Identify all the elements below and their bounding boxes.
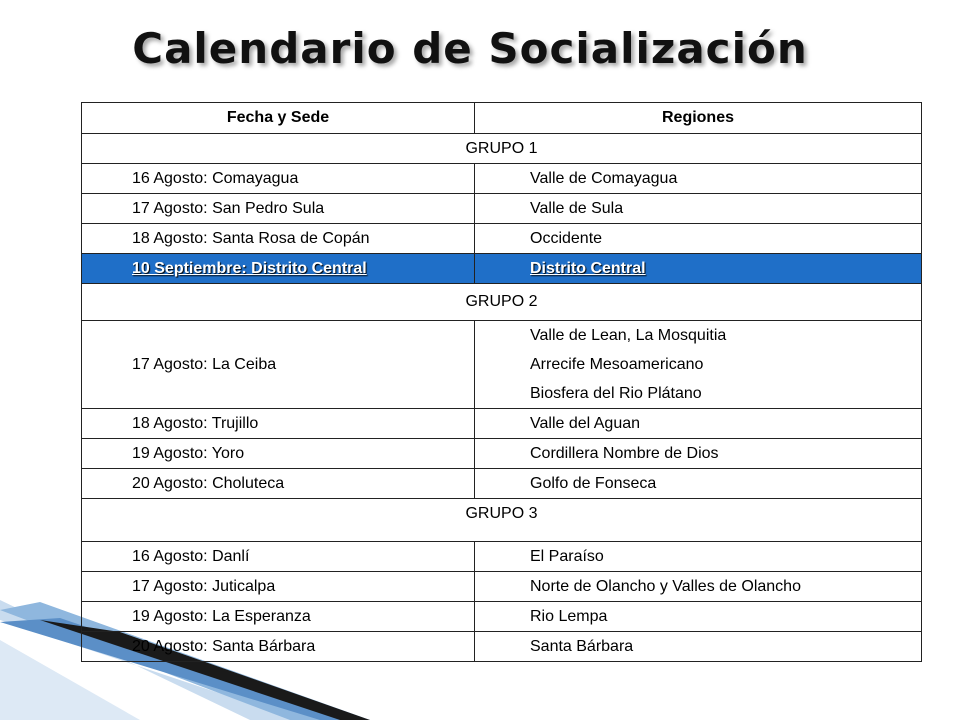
region-cell: Golfo de Fonseca: [475, 469, 922, 499]
date-cell: 17 Agosto: San Pedro Sula: [82, 194, 475, 224]
group-row: [82, 134, 922, 164]
group-label: GRUPO 3: [82, 499, 922, 542]
date-cell: 16 Agosto: Danlí: [82, 542, 475, 572]
page-title: Calendario de Socialización: [132, 24, 808, 73]
table-row: [82, 572, 922, 602]
date-cell: 19 Agosto: La Esperanza: [82, 602, 475, 632]
region-line: Arrecife Mesoamericano: [530, 356, 704, 373]
schedule-table: [81, 102, 922, 662]
table-row: [82, 602, 922, 632]
group-label: GRUPO 2: [82, 284, 922, 321]
date-cell: 20 Agosto: Choluteca: [82, 469, 475, 499]
region-cell: Norte de Olancho y Valles de Olancho: [475, 572, 922, 602]
region-cell: Cordillera Nombre de Dios: [475, 439, 922, 469]
region-cell: Occidente: [475, 224, 922, 254]
region-cell: Rio Lempa: [475, 602, 922, 632]
region-line: Valle de Lean, La Mosquitia: [530, 327, 727, 344]
date-cell: 16 Agosto: Comayagua: [82, 164, 475, 194]
date-cell: 18 Agosto: Trujillo: [82, 409, 475, 439]
table-header-row: [82, 103, 922, 134]
table-row: [82, 439, 922, 469]
column-header-date: Fecha y Sede: [82, 103, 475, 134]
date-cell: 17 Agosto: Juticalpa: [82, 572, 475, 602]
group-row: [82, 499, 922, 542]
date-cell: 18 Agosto: Santa Rosa de Copán: [82, 224, 475, 254]
date-cell: 19 Agosto: Yoro: [82, 439, 475, 469]
table-row: [82, 542, 922, 572]
region-cell: Valle de Comayagua: [475, 164, 922, 194]
highlighted-row: [82, 254, 922, 284]
table-row: [82, 164, 922, 194]
group-row: [82, 284, 922, 321]
column-header-regions: Regiones: [475, 103, 922, 134]
table-row: [82, 409, 922, 439]
region-cell: [475, 321, 922, 409]
table-row: [82, 224, 922, 254]
region-cell: Santa Bárbara: [475, 632, 922, 662]
date-cell: 20 Agosto: Santa Bárbara: [82, 632, 475, 662]
region-cell: Valle del Aguan: [475, 409, 922, 439]
table-row: [82, 194, 922, 224]
region-cell: El Paraíso: [475, 542, 922, 572]
region-line: Biosfera del Rio Plátano: [530, 385, 702, 402]
date-cell: 17 Agosto: La Ceiba: [82, 321, 475, 409]
region-cell: Valle de Sula: [475, 194, 922, 224]
table-row: [82, 632, 922, 662]
region-cell: Distrito Central: [475, 254, 922, 284]
group-label: GRUPO 1: [82, 134, 922, 164]
table-row: [82, 321, 922, 409]
table-row: [82, 469, 922, 499]
date-cell: 10 Septiembre: Distrito Central: [82, 254, 475, 284]
